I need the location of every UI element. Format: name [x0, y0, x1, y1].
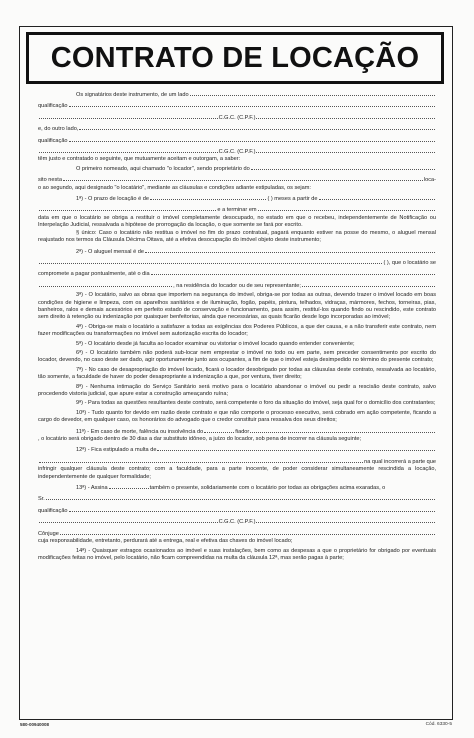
clause-2-line-2: ( ), que o locatário se: [38, 260, 436, 267]
start-date-field[interactable]: [319, 199, 435, 200]
clause-1-paragraph: § único: Caso o locatário não restitua o imóvel no fim do prazo contratual, pagará enquanto estiver na posse do mesmo, o aluguel mensal reajustado nos termos da Cláusula Décima Oitava, até a efetiva desocupação do imóvel objeto deste instrumento;: [38, 229, 436, 244]
landlord-name-field[interactable]: [190, 95, 435, 96]
clause-4: 4ª) - Obriga-se mais o locatário a satisfazer a todas as exigências dos Poderes Públicos, a que der causa, e a não transferir este contrato, nem fazer modificações ou transformações no imóvel sem autorização escrita do locador;: [38, 323, 436, 338]
signatories-line: Os signatários deste instrumento, de um lado: [38, 92, 436, 99]
penalty-field[interactable]: [157, 450, 435, 451]
clause-12-line-2: na qual incorrerá a parte que: [38, 459, 436, 466]
cosigner-field[interactable]: [109, 488, 149, 489]
sr-line: Sr.: [38, 496, 436, 503]
form-code: Cód. 6330-5: [425, 722, 452, 727]
clause-9: 9ª) - Para todas as questões resultantes deste contrato, será competente o foro da situação do imóvel, seja qual for o domicílio dos contratantes;: [76, 400, 436, 407]
clause-1-text: data em que o locatário se obriga a restituir o imóvel completamente desocupado, no estado em que o recebeu, independentemente de Notificação ou Interpelação Judicial, ressalvada a hipótese de prorrogação da locação, o que somente se fará por escrito.: [38, 214, 436, 229]
document-title: CONTRATO DE LOCAÇÃO: [50, 41, 420, 74]
qualification-line-3: qualificação: [38, 508, 436, 515]
clause-11-text: , o locatário será obrigado dentro de 30 dias a dar substituto idôneo, a juízo do locador, sob pena de incorrer na cláusula seguinte;: [38, 436, 362, 443]
cgc-line-3: C.G.C. (C.P.F.): [38, 519, 436, 526]
clause-5: 5ª) - O locatário desde já faculta ao locador examinar ou vistoriar o imóvel locado quando entender conveniente;: [76, 340, 355, 347]
landlord-cpf-field[interactable]: [256, 118, 435, 119]
clause-14: 14ª) - Quaisquer estragos ocasionados ao imóvel e suas instalações, bem como as despesas a que o proprietário for obrigado por eventuais modificações feitas no imóvel, pelo locatário, não ficam compreendidas na multa da cláusula 12ª, mas serão pagas à parte;: [38, 547, 436, 561]
cosigner-cpf-field[interactable]: [256, 522, 435, 523]
rent-words-field[interactable]: [39, 263, 382, 264]
clause-2-line-4: , na residência do locador ou de seu representante;: [38, 283, 436, 290]
location-line: sito nesta loca-: [38, 177, 436, 184]
term-months-field[interactable]: [150, 199, 266, 200]
cgc-line-1: C.G.C. (C.P.F.): [38, 115, 436, 122]
spouse-field[interactable]: [60, 534, 435, 535]
clause-12-line-1: 12ª) - Fica estipulado a multa de: [38, 447, 436, 454]
clause-11-line-1: 11ª) - Em caso de morte, falência ou insolvência do fiador: [38, 429, 436, 436]
tenant-designation-line: o ao segundo, aqui designado "o locatário", mediante as cláusulas e condições adiante estipuladas, os sejam:: [38, 184, 311, 191]
clause-8: 8ª) - Nenhuma intimação do Serviço Sanitário será motivo para o locatário abandonar o imóvel ou pedir a rescisão deste contrato, salvo procedendo vistoria judicial, que apure estar a construção ameaçando ruína;: [38, 383, 436, 397]
clause-12-text: infringir qualquer cláusula deste contrato; com a faculdade, para a parte inocente, de poder considerar simultaneamente rescindida a locação, independentemente de qualquer formalidade;: [38, 466, 436, 480]
clause-2-line-3: compromete a pagar pontualmente, até o dia: [38, 271, 436, 278]
cosigner-qualification-field[interactable]: [69, 511, 435, 512]
qualification-line-1: qualificação: [38, 103, 436, 110]
tenant-qualification-field[interactable]: [69, 141, 435, 142]
clause-6: 6ª) - O locatário também não poderá sub-locar nem emprestar o imóvel no todo ou em parte, sem preceder consentimento por escrito do locador, devendo, no caso deste ser dado, agir oportunamente junto aos ocupantes, a fim de que o imóvel esteja desimpedido no término do presente contrato;: [38, 349, 436, 364]
rent-amount-field[interactable]: [145, 252, 435, 253]
clause-2-line-1: 2ª) - O aluguel mensal é de: [38, 249, 436, 256]
form-number: 580-00940008: [20, 722, 50, 727]
landlord-qualification-field[interactable]: [69, 106, 435, 107]
guarantor-field-1[interactable]: [204, 432, 234, 433]
clause-1-line-2: e a terminar em: [38, 207, 436, 214]
other-side-line: e, do outro lado,: [38, 126, 436, 133]
cgc-line-2: C.G.C. (C.P.F.): [38, 149, 436, 156]
clause-10: 10ª) - Tudo quanto for devido em razão deste contrato e que não comporte o processo executivo, será cobrado em ação competente, ficando a cargo do devedor, em qualquer caso, os honorários do advogado que o credor constituir para ressalva dos seus direitos;: [38, 409, 436, 424]
title-box: [26, 32, 444, 84]
end-date-field[interactable]: [258, 210, 435, 211]
penalty-words-field[interactable]: [39, 462, 363, 463]
clause-1-line-1: 1ª) - O prazo de locação é de ( ) meses a partir de: [38, 196, 436, 203]
tenant-name-field[interactable]: [79, 129, 435, 130]
qualification-line-2: qualificação: [38, 138, 436, 145]
clause-13-line: 13ª) - Assina também o presente, solidariamente com o locatário por todas as obrigações acima exaradas, o: [76, 485, 386, 492]
agreement-line: têm justo e contratado o seguinte, que mutuamente aceitam e outorgam, a saber:: [38, 156, 241, 163]
responsibility-line: cuja responsabilidade, entretanto, perdurará até a entrega, real e efetiva das chaves do imóvel locado;: [38, 538, 293, 545]
clause-3: 3ª) - O locatário, salvo as obras que importem na segurança do imóvel, obriga-se por todas as outras, devendo trazer o imóvel locado em boas condições de higiene e limpeza, com os aparelhos sanitários e de iluminação, fogão, papéis, pintura, telhados, vidraças, mármores, fechos, torneiras, pias, banheiros, ralos e demais acessórios em perfeito estado de conservação e funcionamento, para assim, restituí-los quando findo ou rescindido, este contrato sem direito à retenção ou indenização por quaisquer benfeitorias, ainda que necessárias, as quais ficarão desde logo incorporadas ao imóvel;: [38, 292, 436, 321]
spouse-line: Cônjuge: [38, 531, 436, 538]
cosigner-name-field[interactable]: [46, 499, 435, 500]
contract-body: [38, 92, 436, 562]
payment-day-field[interactable]: [151, 274, 435, 275]
guarantor-field-2[interactable]: [250, 432, 435, 433]
clause-7: 7ª) - No caso de desapropriação do imóvel locado, ficará o locador desobrigado por todas as cláusulas deste contrato, ressalvada ao locatário, tão somente, a faculdade de haver do poder desapropriante a indenização a que, por ventura, tiver direito;: [38, 366, 436, 381]
property-field[interactable]: [251, 169, 435, 170]
owner-line: O primeiro nomeado, aqui chamado "o locador", sendo proprietário do: [38, 166, 436, 173]
address-field[interactable]: [63, 180, 423, 181]
tenant-cpf-field[interactable]: [256, 152, 435, 153]
